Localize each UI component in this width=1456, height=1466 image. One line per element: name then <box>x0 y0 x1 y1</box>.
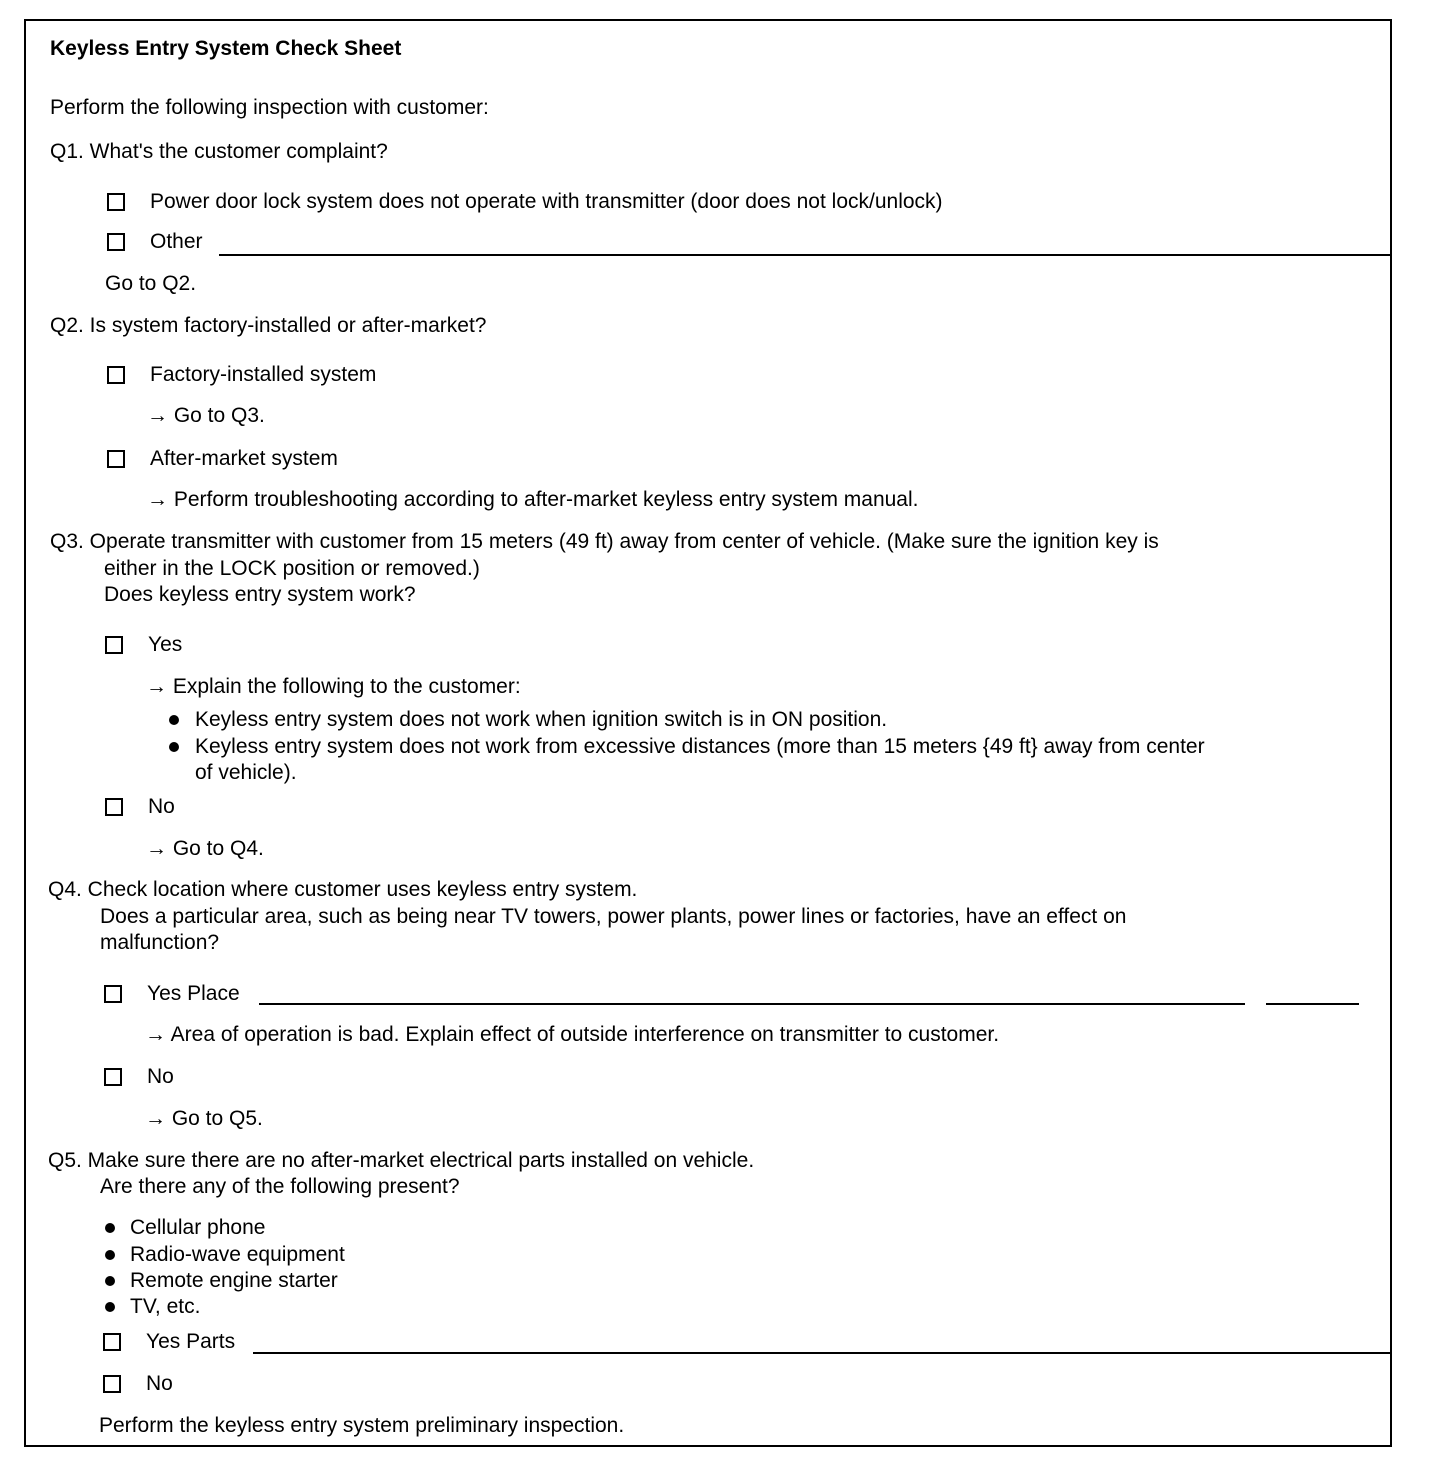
q4-no-checkbox[interactable] <box>104 1068 122 1086</box>
q3-bullet2-line1: Keyless entry system does not work from excessive distances (more than 15 meters {49 ft} away from center <box>195 735 1205 758</box>
q3-yes-checkbox[interactable] <box>105 636 123 654</box>
q4-place-input-line[interactable] <box>259 1003 1245 1005</box>
bullet-icon <box>105 1276 115 1286</box>
q2-question: Q2. Is system factory-installed or after-market? <box>50 314 487 337</box>
q5-yes-checkbox[interactable] <box>103 1333 121 1351</box>
q2-aftermarket-action: → Perform troubleshooting according to after-market keyless entry system manual. <box>147 488 919 511</box>
q4-yes-checkbox[interactable] <box>104 985 122 1003</box>
q5-question-line1: Q5. Make sure there are no after-market electrical parts installed on vehicle. <box>48 1149 755 1172</box>
closing-text: Perform the keyless entry system preliminary inspection. <box>99 1414 625 1437</box>
q2-aftermarket-label: After-market system <box>150 447 338 470</box>
q3-question-line2: either in the LOCK position or removed.) <box>104 557 480 580</box>
q4-question-line2: Does a particular area, such as being near TV towers, power plants, power lines or factories, have an effect on <box>100 905 1127 928</box>
q2-factory-action: → Go to Q3. <box>147 404 265 427</box>
q5-parts-input-line[interactable] <box>253 1352 1392 1354</box>
q4-place-input-line-2[interactable] <box>1266 1003 1359 1005</box>
q2-factory-label: Factory-installed system <box>150 363 377 386</box>
bullet-icon <box>105 1302 115 1312</box>
bullet-icon <box>105 1250 115 1260</box>
q3-question-line3: Does keyless entry system work? <box>104 583 416 606</box>
q5-item: Remote engine starter <box>130 1269 338 1292</box>
q1-other-checkbox[interactable] <box>107 233 125 251</box>
q1-power-door-label: Power door lock system does not operate with transmitter (door does not lock/unlock) <box>150 190 943 213</box>
q5-item: Radio-wave equipment <box>130 1243 345 1266</box>
q5-item: TV, etc. <box>130 1295 201 1318</box>
q1-other-input-line[interactable] <box>219 254 1392 256</box>
q5-yes-parts-label: Yes Parts <box>146 1330 236 1353</box>
q4-yes-place-label: Yes Place <box>147 982 240 1005</box>
q3-no-checkbox[interactable] <box>105 798 123 816</box>
intro-text: Perform the following inspection with customer: <box>50 96 489 119</box>
q2-factory-checkbox[interactable] <box>107 366 125 384</box>
q3-yes-label: Yes <box>148 633 183 656</box>
q5-no-checkbox[interactable] <box>103 1375 121 1393</box>
q5-item: Cellular phone <box>130 1216 266 1239</box>
q3-question-line1: Q3. Operate transmitter with customer from 15 meters (49 ft) away from center of vehicle. (Make sure the ignition key is <box>50 530 1159 553</box>
q3-bullet2-line2: of vehicle). <box>195 761 297 784</box>
bullet-icon <box>169 742 179 752</box>
q4-question-line1: Q4. Check location where customer uses keyless entry system. <box>48 878 638 901</box>
q4-no-action: → Go to Q5. <box>145 1107 263 1130</box>
q3-yes-action: → Explain the following to the customer: <box>146 675 521 698</box>
q3-no-action: → Go to Q4. <box>146 837 264 860</box>
q1-power-door-checkbox[interactable] <box>107 193 125 211</box>
check-sheet <box>24 19 1392 1447</box>
sheet-title: Keyless Entry System Check Sheet <box>50 37 402 60</box>
bullet-icon <box>169 715 179 725</box>
q4-question-line3: malfunction? <box>100 931 220 954</box>
q2-aftermarket-checkbox[interactable] <box>107 450 125 468</box>
q4-no-label: No <box>147 1065 174 1088</box>
q1-goto: Go to Q2. <box>105 272 197 295</box>
q5-no-label: No <box>146 1372 173 1395</box>
q1-question: Q1. What's the customer complaint? <box>50 140 388 163</box>
q4-yes-action: → Area of operation is bad. Explain effect of outside interference on transmitter to customer. <box>145 1023 1000 1046</box>
bullet-icon <box>105 1223 115 1233</box>
q3-bullet1: Keyless entry system does not work when ignition switch is in ON position. <box>195 708 888 731</box>
q5-question-line2: Are there any of the following present? <box>100 1175 460 1198</box>
q1-other-label: Other <box>150 230 203 253</box>
q3-no-label: No <box>148 795 175 818</box>
